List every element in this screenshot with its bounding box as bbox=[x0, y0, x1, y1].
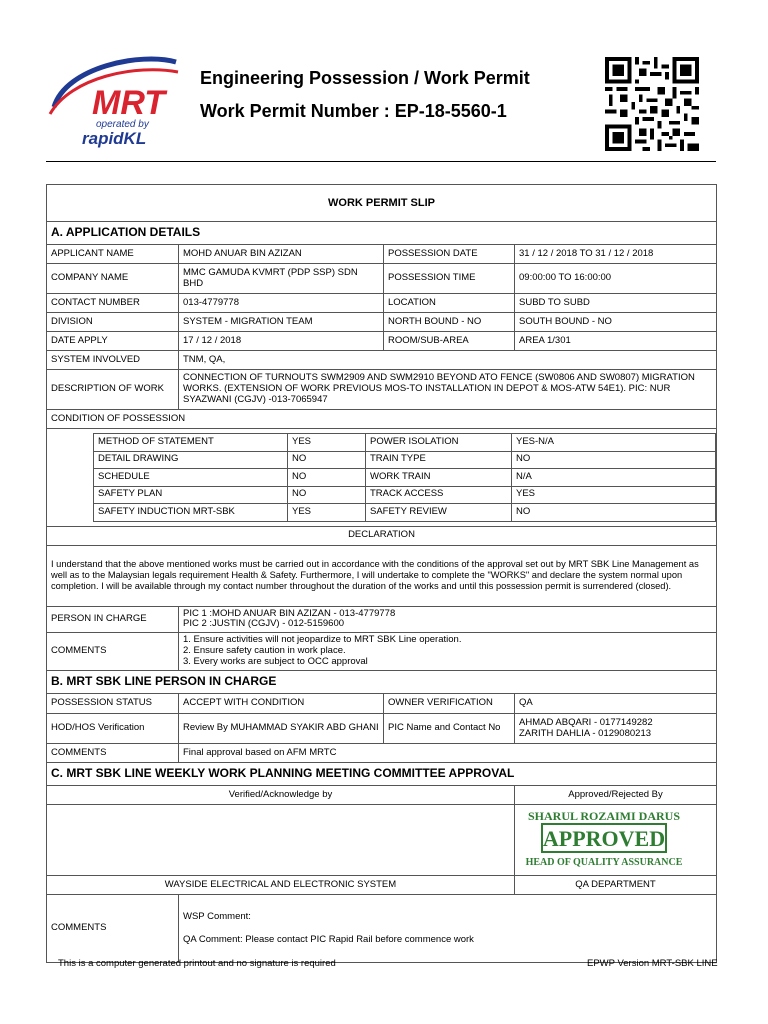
condition-v2: YES bbox=[512, 486, 716, 504]
comments-label: COMMENTS bbox=[47, 633, 179, 671]
north-bound: NORTH BOUND - NO bbox=[384, 313, 515, 332]
condition-row bbox=[94, 434, 716, 452]
qa-dept-label: QA DEPARTMENT bbox=[515, 876, 717, 895]
condition-v1: NO bbox=[288, 469, 366, 487]
verified-label: Verified/Acknowledge by bbox=[47, 786, 515, 805]
condition-grid-cell bbox=[47, 429, 717, 527]
pic-2: PIC 2 :JUSTIN (CGJV) - 012-5159600 bbox=[183, 618, 345, 630]
section-a-heading: A. APPLICATION DETAILS bbox=[47, 222, 717, 245]
date-apply-value: 17 / 12 / 2018 bbox=[179, 332, 384, 351]
description-label: DESCRIPTION OF WORK bbox=[47, 370, 179, 410]
condition-grid bbox=[93, 433, 716, 522]
svg-text:rapidKL: rapidKL bbox=[82, 129, 147, 148]
system-label: SYSTEM INVOLVED bbox=[47, 351, 179, 370]
wsp-comment: WSP Comment: bbox=[183, 910, 251, 922]
system-value: TNM, QA, bbox=[179, 351, 717, 370]
condition-k1: SAFETY PLAN bbox=[94, 486, 288, 504]
approved-stamp bbox=[516, 806, 692, 870]
location-value: SUBD TO SUBD bbox=[515, 294, 717, 313]
condition-row bbox=[94, 469, 716, 487]
svg-text:SHARUL ROZAIMI DARUS: SHARUL ROZAIMI DARUS bbox=[527, 809, 681, 824]
pic-value bbox=[179, 606, 717, 633]
svg-text:APPROVED: APPROVED bbox=[542, 826, 666, 852]
condition-row bbox=[94, 504, 716, 522]
room-label: ROOM/SUB-AREA bbox=[384, 332, 515, 351]
permit-form-table bbox=[46, 184, 717, 963]
svg-text:operated by: operated by bbox=[96, 119, 149, 130]
condition-v2: NO bbox=[512, 451, 716, 469]
section-b-heading: B. MRT SBK LINE PERSON IN CHARGE bbox=[47, 671, 717, 694]
pic-label: PERSON IN CHARGE bbox=[47, 606, 179, 633]
condition-v1: YES bbox=[288, 434, 366, 452]
company-value: MMC GAMUDA KVMRT (PDP SSP) SDN BHD bbox=[179, 264, 384, 294]
comments-b-label: COMMENTS bbox=[47, 744, 179, 763]
comments-b-value: Final approval based on AFM MRTC bbox=[179, 744, 717, 763]
contact-value: 013-4779778 bbox=[179, 294, 384, 313]
qr-code-icon bbox=[605, 57, 699, 151]
division-label: DIVISION bbox=[47, 313, 179, 332]
possession-time-label: POSSESSION TIME bbox=[384, 264, 515, 294]
hod-value: Review By MUHAMMAD SYAKIR ABD GHANI bbox=[179, 714, 384, 744]
footer-note: This is a computer generated printout and no signature is required bbox=[58, 958, 336, 969]
header bbox=[0, 0, 768, 165]
possession-time-value: 09:00:00 TO 16:00:00 bbox=[515, 264, 717, 294]
condition-k1: METHOD OF STATEMENT bbox=[94, 434, 288, 452]
comments-c-label: COMMENTS bbox=[47, 895, 179, 963]
possession-status-label: POSSESSION STATUS bbox=[47, 694, 179, 714]
date-apply-label: DATE APPLY bbox=[47, 332, 179, 351]
condition-v2: YES-N/A bbox=[512, 434, 716, 452]
comment-2: 2. Ensure safety caution in work place. bbox=[183, 645, 346, 657]
condition-k1: DETAIL DRAWING bbox=[94, 451, 288, 469]
condition-v1: NO bbox=[288, 451, 366, 469]
declaration-heading: DECLARATION bbox=[47, 526, 717, 545]
owner-verification-label: OWNER VERIFICATION bbox=[384, 694, 515, 714]
header-divider bbox=[46, 161, 716, 162]
condition-k2: TRACK ACCESS bbox=[366, 486, 512, 504]
south-bound: SOUTH BOUND - NO bbox=[515, 313, 717, 332]
comment-3: 3. Every works are subject to OCC approval bbox=[183, 656, 368, 668]
wayside-label: WAYSIDE ELECTRICAL AND ELECTRONIC SYSTEM bbox=[47, 876, 515, 895]
permit-number: Work Permit Number : EP-18-5560-1 bbox=[200, 101, 507, 121]
condition-k1: SCHEDULE bbox=[94, 469, 288, 487]
condition-k2: SAFETY REVIEW bbox=[366, 504, 512, 522]
condition-label: CONDITION OF POSSESSION bbox=[47, 410, 717, 429]
description-value: CONNECTION OF TURNOUTS SWM2909 AND SWM2910 BEYOND ATO FENCE (SW0806 AND SW0807) MIGRATION WORKS. (EXTENSION OF WORK PREVIOUS MOS-TO INSTALLATION IN DEPOT & MOS-ATW 54E1). PIC: NUR SYAZWANI (CGJV) -013-7065947 bbox=[179, 370, 717, 410]
room-value: AREA 1/301 bbox=[515, 332, 717, 351]
section-c-heading: C. MRT SBK LINE WEEKLY WORK PLANNING MEETING COMMITTEE APPROVAL bbox=[47, 763, 717, 786]
condition-v2: N/A bbox=[512, 469, 716, 487]
owner-verification-value: QA bbox=[515, 694, 717, 714]
company-label: COMPANY NAME bbox=[47, 264, 179, 294]
comments-c-value bbox=[179, 895, 717, 963]
mrt-logo bbox=[46, 52, 186, 152]
slip-title: WORK PERMIT SLIP bbox=[47, 185, 717, 222]
verified-signature-area bbox=[47, 805, 515, 876]
comments-value bbox=[179, 633, 717, 671]
hod-label: HOD/HOS Verification bbox=[47, 714, 179, 744]
pic-contact-label: PIC Name and Contact No bbox=[384, 714, 515, 744]
document-title: Engineering Possession / Work Permit bbox=[200, 68, 530, 88]
approval-stamp-cell bbox=[515, 805, 717, 876]
approved-label: Approved/Rejected By bbox=[515, 786, 717, 805]
condition-v1: NO bbox=[288, 486, 366, 504]
qa-comment: QA Comment: Please contact PIC Rapid Rail before commence work bbox=[183, 933, 474, 945]
division-value: SYSTEM - MIGRATION TEAM bbox=[179, 313, 384, 332]
condition-v2: NO bbox=[512, 504, 716, 522]
possession-date-value: 31 / 12 / 2018 TO 31 / 12 / 2018 bbox=[515, 245, 717, 264]
condition-k2: POWER ISOLATION bbox=[366, 434, 512, 452]
work-permit-slip bbox=[46, 184, 716, 963]
condition-k2: WORK TRAIN bbox=[366, 469, 512, 487]
svg-text:MRT: MRT bbox=[92, 84, 166, 122]
pic-contact-2: ZARITH DAHLIA - 0129080213 bbox=[519, 727, 652, 739]
applicant-value: MOHD ANUAR BIN AZIZAN bbox=[179, 245, 384, 264]
pic-contact-value bbox=[515, 714, 717, 744]
contact-label: CONTACT NUMBER bbox=[47, 294, 179, 313]
condition-k1: SAFETY INDUCTION MRT-SBK bbox=[94, 504, 288, 522]
applicant-label: APPLICANT NAME bbox=[47, 245, 179, 264]
pic-1: PIC 1 :MOHD ANUAR BIN AZIZAN - 013-4779778 bbox=[183, 607, 396, 619]
possession-status-value: ACCEPT WITH CONDITION bbox=[179, 694, 384, 714]
condition-row bbox=[94, 486, 716, 504]
declaration-text: I understand that the above mentioned works must be carried out in accordance with the conditions of the approval set out by MRT SBK Line Management as well as to the Malaysian legals requirement Health & Safety. Furthermore, I will undertake to complete the "WORKS" and declare the system normal upon completion. I will be available through my contact number throughout the duration of the works and until this possession permit is surrendered (closed). bbox=[47, 545, 717, 606]
condition-k2: TRAIN TYPE bbox=[366, 451, 512, 469]
pic-contact-1: AHMAD ABQARI - 0177149282 bbox=[519, 716, 653, 728]
condition-row bbox=[94, 451, 716, 469]
footer-version: EPWP Version MRT-SBK LINE bbox=[587, 958, 718, 969]
comment-1: 1. Ensure activities will not jeopardize to MRT SBK Line operation. bbox=[183, 634, 462, 646]
possession-date-label: POSSESSION DATE bbox=[384, 245, 515, 264]
location-label: LOCATION bbox=[384, 294, 515, 313]
condition-v1: YES bbox=[288, 504, 366, 522]
svg-text:HEAD OF QUALITY ASSURANCE: HEAD OF QUALITY ASSURANCE bbox=[525, 857, 683, 869]
